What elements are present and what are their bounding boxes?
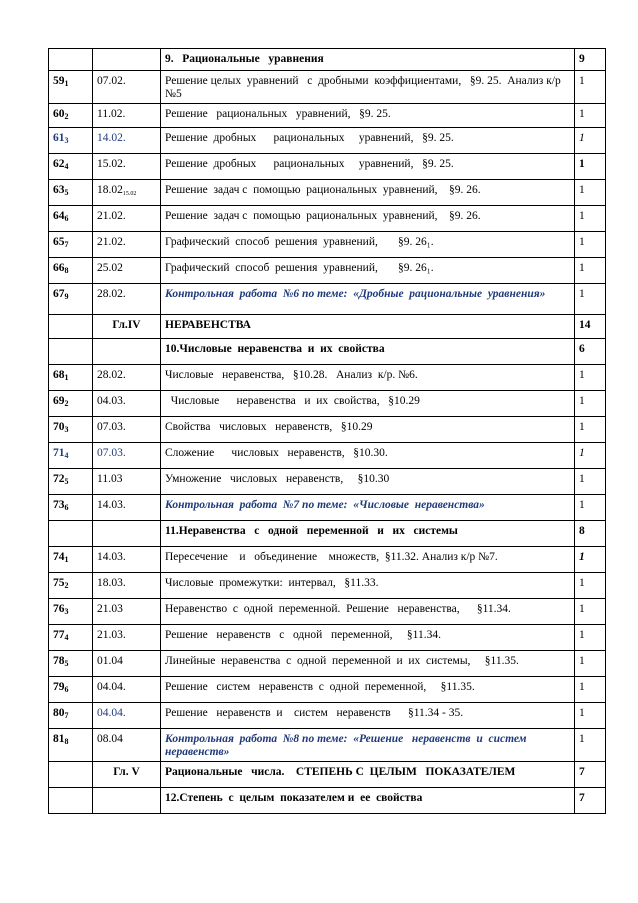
hours-count: 1 (575, 232, 606, 258)
lesson-topic: Решение задач с помощью рациональных уравнений, §9. 26. (161, 180, 575, 206)
lesson-topic: Числовые неравенства, §10.28. Анализ к/р. №6. (161, 365, 575, 391)
lesson-row (49, 651, 606, 677)
lesson-topic: Решение неравенств с одной переменной, §11.34. (161, 625, 575, 651)
lesson-date (93, 71, 161, 104)
lesson-row (49, 677, 606, 703)
lesson-date (93, 495, 161, 521)
lesson-number-cell (49, 128, 93, 154)
lesson-number-index: 9 (64, 292, 69, 301)
chapter-title: НЕРАВЕНСТВА (161, 315, 575, 339)
date-text: 04.03. (97, 395, 126, 407)
hours-count: 1 (575, 677, 606, 703)
lesson-row (49, 365, 606, 391)
lesson-number-cell (49, 258, 93, 284)
date-text: 14.02. (97, 132, 126, 144)
chapter-label (93, 762, 161, 788)
section-title: 9. Рациональные уравнения (161, 49, 575, 71)
lesson-date (93, 443, 161, 469)
lesson-topic: Числовые промежутки: интервал, §11.33. (161, 573, 575, 599)
lesson-row (49, 599, 606, 625)
lesson-number: 78 (53, 655, 65, 667)
lesson-number: 62 (53, 158, 65, 170)
lesson-number-cell (49, 417, 93, 443)
section-row (49, 339, 606, 365)
hours-count: 1 (575, 625, 606, 651)
lesson-date (93, 49, 161, 71)
hours-count: 1 (575, 573, 606, 599)
lesson-date (93, 128, 161, 154)
lesson-topic: Линейные неравенства с одной переменной и их системы, §11.35. (161, 651, 575, 677)
lesson-date (93, 651, 161, 677)
lesson-number-index: 6 (64, 503, 69, 512)
lesson-topic: Сложение числовых неравенств, §10.30. (161, 443, 575, 469)
hours-count: 1 (575, 703, 606, 729)
lesson-topic: Решение рациональных уравнений, §9. 25. (161, 104, 575, 128)
lesson-date (93, 284, 161, 315)
section-title: 11.Неравенства с одной переменной и их системы (161, 521, 575, 547)
hours-count: 6 (575, 339, 606, 365)
hours-count: 14 (575, 315, 606, 339)
lesson-topic: Решение систем неравенств с одной переменной, §11.35. (161, 677, 575, 703)
lesson-number-cell (49, 104, 93, 128)
hours-count: 1 (575, 729, 606, 762)
lesson-number-cell (49, 469, 93, 495)
lesson-number: 72 (53, 473, 65, 485)
lesson-date (93, 258, 161, 284)
lesson-number-cell (49, 521, 93, 547)
lesson-date (93, 469, 161, 495)
lesson-topic: Решение задач с помощью рациональных уравнений, §9. 26. (161, 206, 575, 232)
lesson-number-cell (49, 284, 93, 315)
lesson-number-cell (49, 315, 93, 339)
lesson-number-index: 3 (64, 136, 69, 145)
lesson-date (93, 417, 161, 443)
lesson-row (49, 547, 606, 573)
hours-count: 1 (575, 495, 606, 521)
lesson-number-cell (49, 232, 93, 258)
lesson-number: 80 (53, 707, 65, 719)
lesson-number: 76 (53, 603, 65, 615)
lesson-number-cell (49, 573, 93, 599)
lesson-date (93, 180, 161, 206)
lesson-row (49, 573, 606, 599)
lesson-date (93, 232, 161, 258)
lesson-topic: Контрольная работа №8 по теме: «Решение неравенств и систем неравенств» (161, 729, 575, 762)
date-text: 25.02 (97, 262, 123, 274)
hours-count: 1 (575, 443, 606, 469)
lesson-number: 68 (53, 369, 65, 381)
lesson-date (93, 599, 161, 625)
lesson-number-cell (49, 495, 93, 521)
lesson-number-index: 7 (64, 711, 69, 720)
date-text: 01.04 (97, 655, 123, 667)
lesson-number-index: 8 (64, 737, 69, 746)
lesson-number-index: 1 (64, 79, 69, 88)
lesson-date (93, 547, 161, 573)
lesson-row (49, 417, 606, 443)
hours-count: 1 (575, 180, 606, 206)
lesson-number: 73 (53, 499, 65, 511)
lesson-topic: Контрольная работа №7 по теме: «Числовые неравенства» (161, 495, 575, 521)
lesson-number: 63 (53, 184, 65, 196)
hours-count: 1 (575, 469, 606, 495)
date-text: Гл.IV (112, 319, 141, 331)
lesson-number-cell (49, 677, 93, 703)
date-text: 04.04. (97, 707, 126, 719)
hours-count: 8 (575, 521, 606, 547)
lesson-number: 64 (53, 210, 65, 222)
hours-count: 1 (575, 547, 606, 573)
date-text: 07.03. (97, 421, 126, 433)
lesson-plan-body (49, 49, 606, 814)
lesson-number-cell (49, 365, 93, 391)
lesson-number-index: 8 (64, 266, 69, 275)
hours-count: 1 (575, 391, 606, 417)
date-text: 21.02. (97, 236, 126, 248)
lesson-number-index: 5 (64, 477, 69, 486)
lesson-number-index: 1 (64, 373, 69, 382)
lesson-row (49, 258, 606, 284)
lesson-row (49, 391, 606, 417)
lesson-number: 75 (53, 577, 65, 589)
lesson-number-cell (49, 762, 93, 788)
lesson-number-cell (49, 206, 93, 232)
chapter-row (49, 762, 606, 788)
lesson-date (93, 703, 161, 729)
lesson-number: 66 (53, 262, 65, 274)
lesson-date (93, 154, 161, 180)
lesson-number: 69 (53, 395, 65, 407)
hours-count: 1 (575, 651, 606, 677)
lesson-number: 71 (53, 447, 65, 459)
lesson-date (93, 521, 161, 547)
lesson-topic: Решение целых уравнений с дробными коэффициентами, §9. 25. Анализ к/р №5 (161, 71, 575, 104)
lesson-number-index: 4 (64, 633, 69, 642)
hours-count: 1 (575, 258, 606, 284)
lesson-number: 81 (53, 733, 65, 745)
date-text: 08.04 (97, 733, 123, 745)
lesson-number: 74 (53, 551, 65, 563)
lesson-date (93, 104, 161, 128)
lesson-number-cell (49, 391, 93, 417)
lesson-number-index: 2 (64, 399, 69, 408)
lesson-number-index: 6 (64, 685, 69, 694)
lesson-number-cell (49, 788, 93, 814)
date-text: 11.03 (97, 473, 123, 485)
lesson-number-cell (49, 49, 93, 71)
lesson-topic: Неравенство с одной переменной. Решение неравенства, §11.34. (161, 599, 575, 625)
lesson-number-index: 6 (64, 214, 69, 223)
lesson-number: 65 (53, 236, 65, 248)
hours-count: 1 (575, 365, 606, 391)
hours-count: 9 (575, 49, 606, 71)
lesson-number-index: 2 (64, 112, 69, 121)
lesson-number-index: 3 (64, 607, 69, 616)
date-text: 14.03. (97, 551, 126, 563)
date-text: 28.02. (97, 369, 126, 381)
lesson-number: 67 (53, 288, 65, 300)
lesson-row (49, 154, 606, 180)
chapter-title: Рациональные числа. СТЕПЕНЬ С ЦЕЛЫМ ПОКАЗАТЕЛЕМ (161, 762, 575, 788)
lesson-number-index: 3 (64, 425, 69, 434)
lesson-date (93, 365, 161, 391)
lesson-topic: Графический способ решения уравнений, §9. 26₁. (161, 258, 575, 284)
date-text: 15.02. (97, 158, 126, 170)
lesson-date (93, 391, 161, 417)
lesson-row (49, 495, 606, 521)
lesson-topic: Решение дробных рациональных уравнений, §9. 25. (161, 128, 575, 154)
lesson-row (49, 128, 606, 154)
lesson-number-cell (49, 154, 93, 180)
date-text: 21.03. (97, 629, 126, 641)
lesson-row (49, 284, 606, 315)
hours-count: 1 (575, 599, 606, 625)
date-text: 28.02. (97, 288, 126, 300)
lesson-row (49, 180, 606, 206)
lesson-number-cell (49, 599, 93, 625)
lesson-row (49, 625, 606, 651)
hours-count: 1 (575, 154, 606, 180)
lesson-number-index: 1 (64, 555, 69, 564)
lesson-number-cell (49, 729, 93, 762)
lesson-number-cell (49, 703, 93, 729)
lesson-date (93, 339, 161, 365)
hours-count: 1 (575, 284, 606, 315)
date-text: 11.02. (97, 108, 126, 120)
date-text: 07.03. (97, 447, 126, 459)
lesson-number-index: 5 (64, 659, 69, 668)
section-title: 12.Степень с целым показателем и ее свойства (161, 788, 575, 814)
lesson-date (93, 677, 161, 703)
lesson-number: 59 (53, 75, 65, 87)
lesson-date (93, 206, 161, 232)
date-text: Гл. V (113, 766, 140, 778)
lesson-number-index: 4 (64, 162, 69, 171)
lesson-number: 79 (53, 681, 65, 693)
lesson-number-index: 7 (64, 240, 69, 249)
date-text: 18.03. (97, 577, 126, 589)
lesson-row (49, 206, 606, 232)
date-text: 07.02. (97, 75, 126, 87)
hours-count: 7 (575, 788, 606, 814)
lesson-topic: Решение дробных рациональных уравнений, §9. 25. (161, 154, 575, 180)
date-text: 04.04. (97, 681, 126, 693)
hours-count: 1 (575, 104, 606, 128)
lesson-number-cell (49, 339, 93, 365)
lesson-number-cell (49, 443, 93, 469)
lesson-topic: Свойства числовых неравенств, §10.29 (161, 417, 575, 443)
hours-count: 1 (575, 128, 606, 154)
section-row (49, 788, 606, 814)
lesson-plan-table (48, 48, 606, 814)
lesson-topic: Контрольная работа №6 по теме: «Дробные рациональные уравнения» (161, 284, 575, 315)
lesson-number-cell (49, 180, 93, 206)
lesson-date (93, 729, 161, 762)
date-text: 18.02 (97, 184, 123, 196)
lesson-row (49, 729, 606, 762)
lesson-date (93, 788, 161, 814)
section-row (49, 49, 606, 71)
lesson-number-cell (49, 625, 93, 651)
lesson-number: 77 (53, 629, 65, 641)
lesson-date (93, 625, 161, 651)
hours-count: 7 (575, 762, 606, 788)
lesson-number-cell (49, 547, 93, 573)
lesson-topic: Числовые неравенства и их свойства, §10.29 (161, 391, 575, 417)
lesson-date (93, 573, 161, 599)
date-correction: 15.02 (122, 191, 137, 197)
lesson-number: 70 (53, 421, 65, 433)
lesson-number-index: 2 (64, 581, 69, 590)
lesson-row (49, 469, 606, 495)
lesson-row (49, 104, 606, 128)
hours-count: 1 (575, 71, 606, 104)
chapter-label (93, 315, 161, 339)
hours-count: 1 (575, 417, 606, 443)
lesson-topic: Решение неравенств и систем неравенств §11.34 - 35. (161, 703, 575, 729)
lesson-number-cell (49, 71, 93, 104)
section-title: 10.Числовые неравенства и их свойства (161, 339, 575, 365)
section-row (49, 521, 606, 547)
date-text: 21.03 (97, 603, 123, 615)
lesson-row (49, 703, 606, 729)
lesson-row (49, 232, 606, 258)
lesson-topic: Умножение числовых неравенств, §10.30 (161, 469, 575, 495)
lesson-topic: Пересечение и объединение множеств, §11.32. Анализ к/р №7. (161, 547, 575, 573)
date-text: 21.02. (97, 210, 126, 222)
lesson-row (49, 71, 606, 104)
date-text: 14.03. (97, 499, 126, 511)
lesson-number: 61 (53, 132, 65, 144)
chapter-row (49, 315, 606, 339)
lesson-topic: Графический способ решения уравнений, §9. 26₁. (161, 232, 575, 258)
lesson-number-index: 5 (64, 188, 69, 197)
lesson-number-index: 4 (64, 451, 69, 460)
lesson-number: 60 (53, 108, 65, 120)
lesson-row (49, 443, 606, 469)
lesson-number-cell (49, 651, 93, 677)
hours-count: 1 (575, 206, 606, 232)
